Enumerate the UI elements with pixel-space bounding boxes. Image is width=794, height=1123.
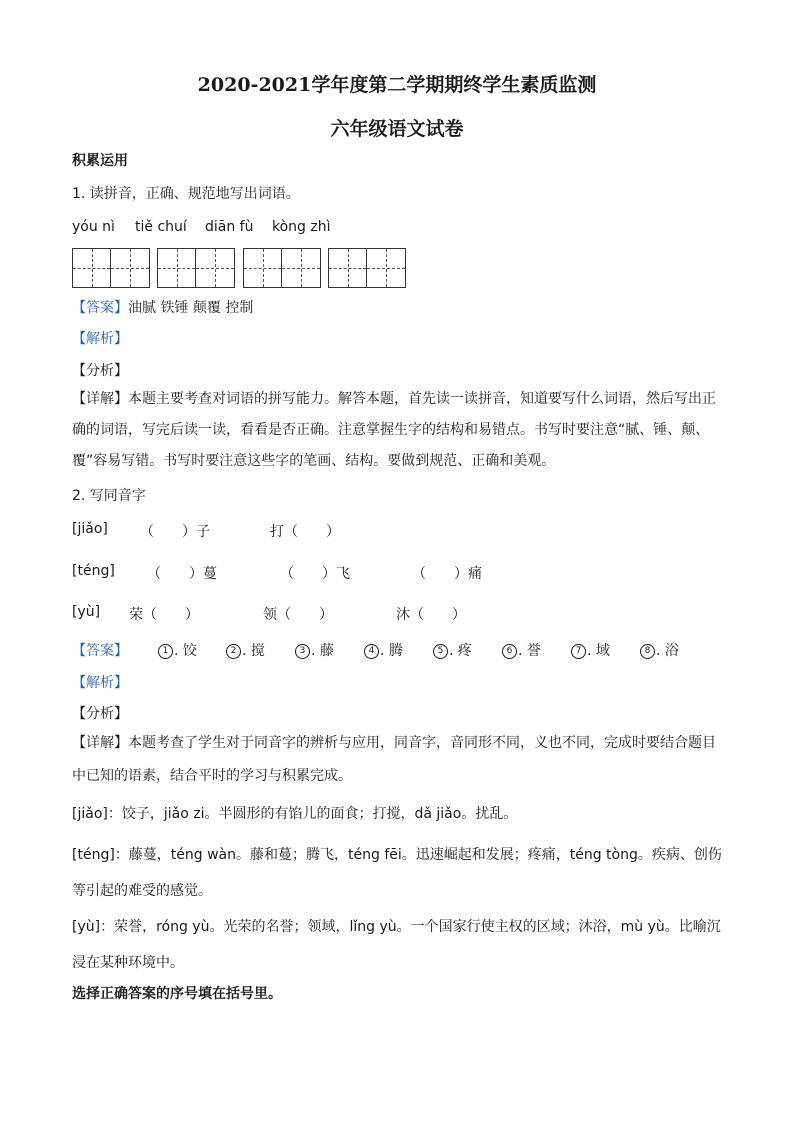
writing-grid-1 bbox=[72, 248, 150, 288]
pinyin-4: kòng zhì bbox=[272, 219, 331, 235]
answer-item: 4 . 腾 bbox=[364, 640, 403, 660]
jiexi-tag: 【解析】 bbox=[72, 675, 128, 691]
detail-paragraph-1 bbox=[72, 384, 722, 477]
detail-tag: 【详解】 bbox=[72, 391, 128, 407]
pinyin-2: tiě chuí bbox=[135, 219, 187, 235]
tianzi-cell bbox=[282, 249, 320, 287]
detail-paragraph-2 bbox=[72, 727, 722, 793]
writing-grid-3 bbox=[243, 248, 321, 288]
pinyin-1: yóu nì bbox=[72, 219, 115, 235]
answer-item: 2 . 搅 bbox=[226, 640, 265, 660]
blank-item: 打（ ） bbox=[270, 524, 340, 540]
blank-item: （ ）飞 bbox=[280, 566, 350, 582]
fenxi-tag: 【分析】 bbox=[72, 706, 128, 722]
writing-grid-4 bbox=[328, 248, 406, 288]
explain-yu: [yù]：荣誉，róng yù。光荣的名誉；领域，lǐng yù。一个国家行使主权的区域；沐浴，mù yù。比喻沉浸在某种环境中。 bbox=[72, 919, 721, 971]
writing-grid-2 bbox=[157, 248, 235, 288]
fenxi-tag: 【分析】 bbox=[72, 363, 128, 379]
answer-line-1 bbox=[72, 297, 253, 317]
answer-item: 7 . 域 bbox=[571, 640, 610, 660]
tianzi-cell bbox=[73, 249, 111, 287]
pinyin-label: [téng] bbox=[72, 563, 115, 579]
pinyin-3: diān fù bbox=[205, 219, 254, 235]
answer-text: 油腻 铁锤 颠覆 控制 bbox=[128, 300, 254, 316]
tianzi-cell bbox=[329, 249, 367, 287]
explain-jiao: [jiǎo]：饺子，jiǎo zi。半圆形的有馅儿的面食；打搅，dǎ jiǎo。扰乱。 bbox=[72, 806, 518, 822]
page-subtitle: 六年级语文试卷 bbox=[330, 118, 464, 140]
section-heading: 积累运用 bbox=[72, 153, 128, 169]
blank-item: （ ）痛 bbox=[412, 566, 482, 582]
blank-item: 沐（ ） bbox=[396, 607, 466, 623]
answer-item: 6 . 誉 bbox=[502, 640, 541, 660]
jiexi-tag: 【解析】 bbox=[72, 331, 128, 347]
detail-text: 本题主要考查对词语的拼写能力。解答本题，首先读一读拼音，知道要写什么词语，然后写出正确的词语，写完后读一读，看看是否正确。注意掌握生字的结构和易错点。书写时要注意“腻、锤、颠、覆”容易写错。书写时要注意这些字的笔画、结构。要做到规范、正确和美观。 bbox=[72, 391, 716, 469]
explain-teng: [téng]：藤蔓，téng wàn。藤和蔓；腾飞，téng fēi。迅速崛起和发展；疼痛，téng tòng。疾病、创伤等引起的难受的感觉。 bbox=[72, 847, 722, 899]
tianzi-cell bbox=[158, 249, 196, 287]
page-title: 2020-2021学年度第二学期期终学生素质监测 bbox=[197, 74, 597, 96]
answer-item: 3 . 藤 bbox=[295, 640, 334, 660]
blank-item: 荣（ ） bbox=[129, 607, 199, 623]
answer-item: 5 . 疼 bbox=[433, 640, 472, 660]
pinyin-label: [yù] bbox=[72, 604, 101, 620]
tianzi-cell bbox=[244, 249, 282, 287]
tianzi-cell bbox=[111, 249, 149, 287]
blank-item: （ ）蔓 bbox=[147, 566, 217, 582]
blank-item: 领（ ） bbox=[263, 607, 333, 623]
tianzi-cell bbox=[196, 249, 234, 287]
question-1-prompt: 1. 读拼音，正确、规范地写出词语。 bbox=[72, 186, 300, 202]
detail-text: 本题考查了学生对于同音字的辨析与应用，同音字，音同形不同，义也不同，完成时要结合题目中已知的语素，结合平时的学习与积累完成。 bbox=[72, 735, 716, 784]
detail-tag: 【详解】 bbox=[72, 735, 128, 751]
blank-item: （ ）子 bbox=[140, 524, 210, 540]
answer-item: 8 . 浴 bbox=[640, 640, 679, 660]
answer-tag: 【答案】 bbox=[72, 643, 128, 659]
answer-tag: 【答案】 bbox=[72, 300, 128, 316]
tianzi-cell bbox=[367, 249, 405, 287]
question-2-prompt: 2. 写同音字 bbox=[72, 488, 146, 504]
pinyin-label: [jiǎo] bbox=[72, 521, 108, 537]
section-heading: 选择正确答案的序号填在括号里。 bbox=[72, 986, 282, 1002]
answer-item: 1 . 饺 bbox=[158, 640, 197, 660]
